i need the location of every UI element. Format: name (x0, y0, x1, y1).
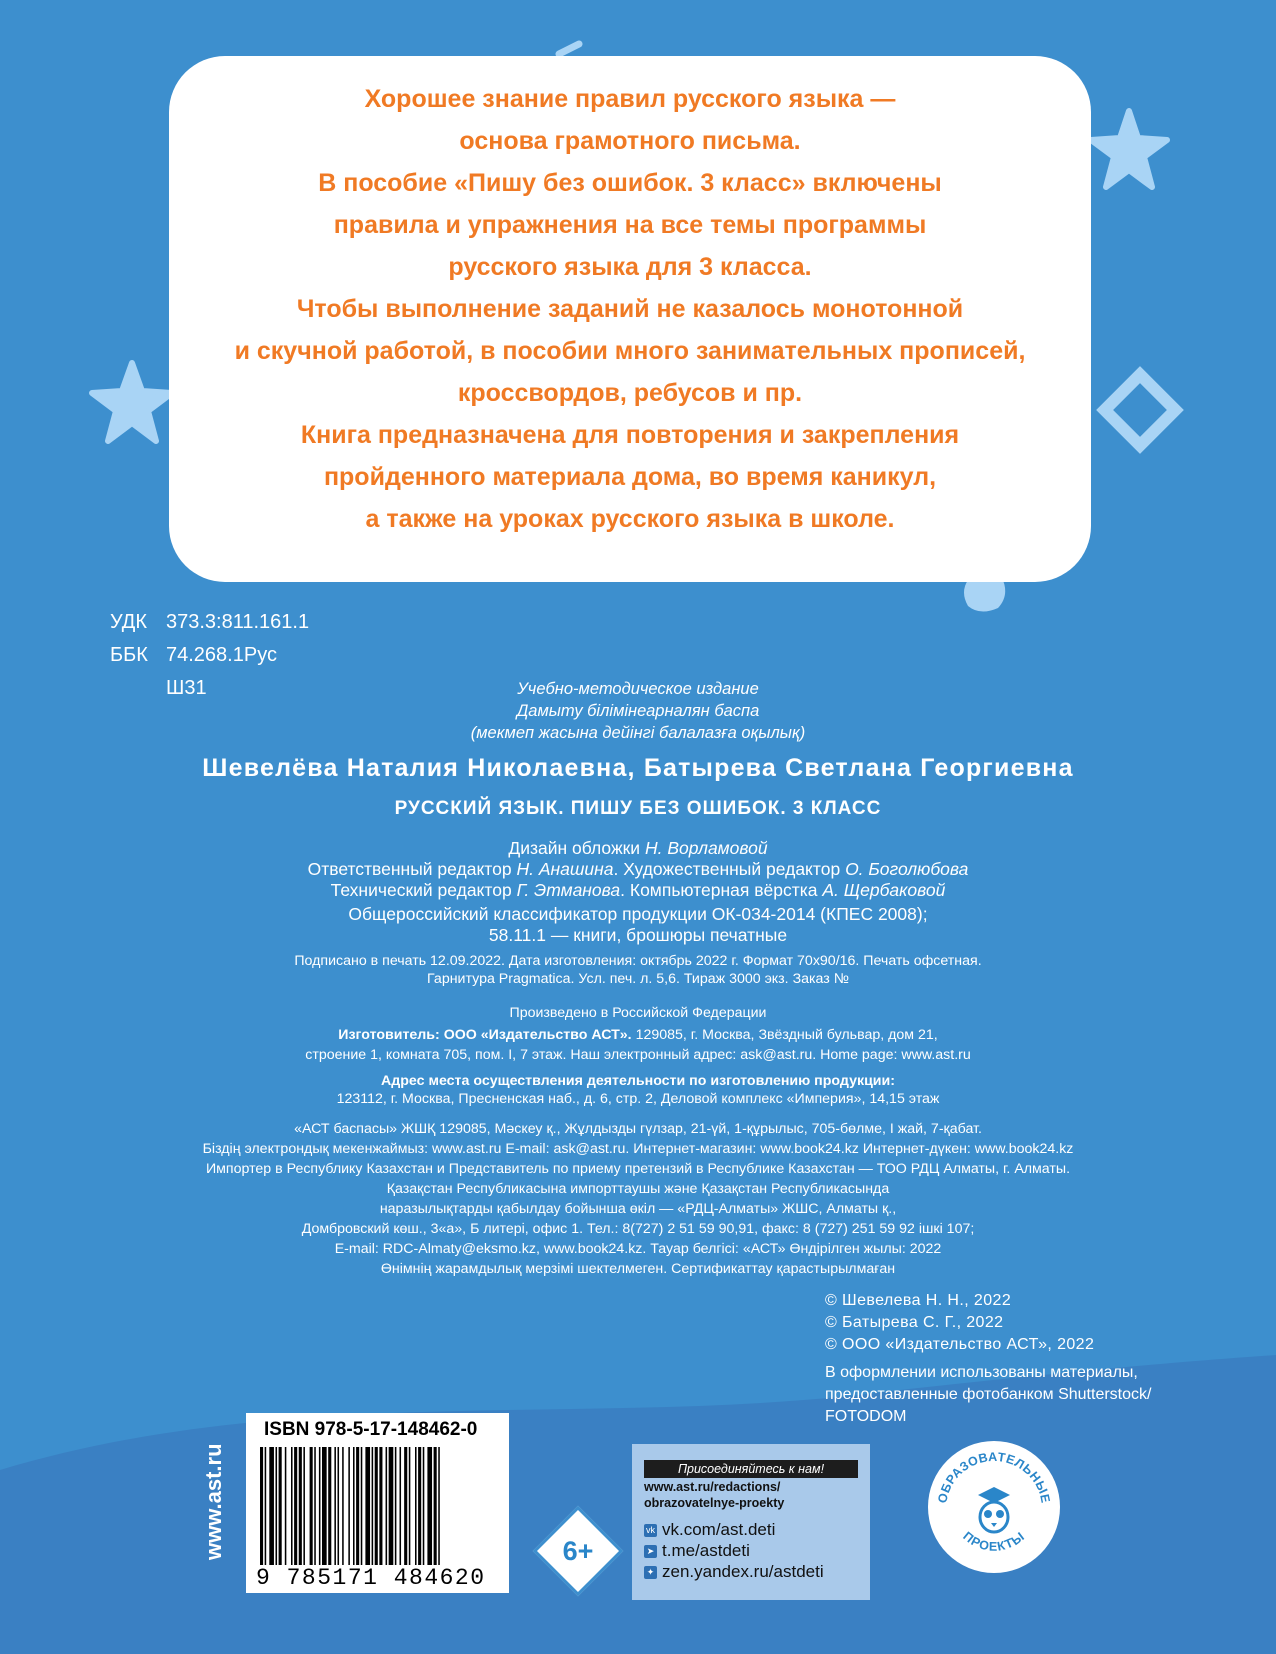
barcode-bar (395, 1447, 397, 1565)
description-line: пройденного материала дома, во время каникул, (323, 463, 937, 491)
telegram-link[interactable]: ➤ t.me/astdeti (644, 1541, 750, 1561)
barcode-bar (404, 1447, 407, 1565)
age-rating: 6+ (562, 1535, 594, 1566)
importer-kz-2: наразылықтарды қабылдау бойынша өкіл — «РДЦ-Алматы» ЖШС, Алматы қ., (379, 1201, 897, 1217)
description-line: Хорошее знание правил русского языка — (364, 85, 896, 113)
barcode-bar (279, 1447, 282, 1565)
zen-icon: ✦ (644, 1566, 657, 1579)
barcode-bar (427, 1447, 432, 1565)
materials-note: В оформлении использованы материалы, (825, 1364, 1138, 1381)
barcode-bar (438, 1447, 440, 1565)
barcode-bar (299, 1447, 302, 1565)
barcode-bar (342, 1447, 344, 1565)
vk-link[interactable]: vk vk.com/ast.deti (646, 1520, 776, 1539)
tech-editors-line: Технический редактор Г. Этманова. Компьютерная вёрстка А. Щербаковой (330, 880, 946, 900)
barcode-bar (400, 1447, 402, 1565)
bbk-row (110, 639, 277, 672)
bbk-value: 74.268.1Рус (166, 644, 277, 666)
barcode-bar (310, 1447, 313, 1565)
barcode-bar (415, 1447, 417, 1565)
isbn-label: ISBN 978-5-17-148462-0 (264, 1419, 478, 1440)
book-title: РУССКИЙ ЯЗЫК. ПИШУ БЕЗ ОШИБОК. 3 КЛАСС (394, 798, 882, 819)
description-line: а также на уроках русского языка в школе. (365, 505, 895, 533)
manufacturer: Изготовитель: ООО «Издательство АСТ». 129085, г. Москва, Звёздный бульвар, дом 21, (338, 1027, 938, 1043)
star-right-decoration (1085, 105, 1175, 195)
kz-contacts: Біздің электрондық мекенжаймыз: www.ast.ru E-mail: ask@ast.ru. Интернет-магазин: www.book24.kz Интернет-дүкен: www.book24.kz (202, 1141, 1074, 1157)
social-links (632, 1444, 870, 1600)
copyright-line: © Шевелева Н. Н., 2022 (825, 1292, 1012, 1309)
isbn-barcode (246, 1413, 509, 1593)
udk-label: УДК (110, 611, 148, 633)
barcode-bar (334, 1447, 336, 1565)
print-info: Подписано в печать 12.09.2022. Дата изготовления: октябрь 2022 г. Формат 70х90/16. Печать офсетная. (294, 953, 982, 969)
barcode-bar (379, 1447, 382, 1565)
description-line: Чтобы выполнение заданий не казалось монотонной (296, 295, 964, 323)
udk-value: 373.3:811.161.1 (166, 611, 310, 633)
importer-address: Домбровский көш., 3«а», Б литері, офис 1. Тел.: 8(727) 2 51 59 90,91, факс: 8 (727) 251 59 92 ішкі 107; (301, 1221, 975, 1237)
barcode-bar (338, 1447, 340, 1565)
kz-address: «АСТ баспасы» ЖШҚ 129085, Мәскеу қ., Жұлдызды гүлзар, 21-үй, 1-құрылыс, 705-бөлме, I жай, 7-қабат. (294, 1121, 982, 1137)
copyright-block (825, 1290, 1151, 1428)
bbk-label: ББК (110, 644, 148, 666)
barcode-bars (260, 1447, 496, 1565)
barcode-bar (294, 1447, 297, 1565)
emblem-bottom-text: ПРОЕКТЫ (960, 1528, 1028, 1554)
barcode-bar (291, 1447, 293, 1565)
diamond-decoration (1090, 360, 1190, 460)
description-line: кроссвордов, ребусов и пр. (457, 379, 803, 407)
copyright-line: © Батырева С. Г., 2022 (825, 1314, 1004, 1331)
vk-icon: vk (646, 1524, 655, 1535)
description-line: основа грамотного письма. (459, 127, 801, 155)
importer-email: E-mail: RDC-Almaty@eksmo.kz, www.book24.kz. Тауар белгісі: «АСТ» Өндірілген жылы: 2022 (334, 1241, 942, 1257)
materials-note: FOTODOM (825, 1408, 907, 1425)
barcode-bar (303, 1447, 305, 1565)
production-address: 123112, г. Москва, Пресненская наб., д. 6, стр. 2, Деловой комплекс «Империя», 14,15 этаж (336, 1091, 940, 1107)
okp-line-2: 58.11.1 — книги, брошюры печатные (488, 925, 788, 945)
redactions-link[interactable]: www.ast.ru/redactions/ obrazovatelnye-proekty (644, 1480, 785, 1510)
made-in: Произведено в Российской Федерации (509, 1005, 767, 1021)
barcode-bar (260, 1447, 263, 1565)
barcode-bar (353, 1447, 355, 1565)
barcode-bar (361, 1447, 363, 1565)
manufacturer-2: строение 1, комната 705, пом. I, 7 этаж. Наш электронный адрес: ask@ast.ru. Home page: www.ast.ru (305, 1047, 971, 1063)
author-code: Ш31 (166, 677, 207, 699)
production-address-label: Адрес места осуществления деятельности по изготовлению продукции: (381, 1073, 895, 1089)
social-header: Присоединяйтесь к нам! (644, 1460, 858, 1478)
okp-line: Общероссийский классификатор продукции ОК-034-2014 (КПЕС 2008); (348, 904, 928, 924)
udk-row (110, 606, 309, 639)
editors-line: Ответственный редактор Н. Анашина. Художественный редактор О. Боголюбова (307, 859, 969, 879)
edition-age-kz: (мекмеп жасына дейінгі балалазға оқылық) (470, 724, 806, 742)
barcode-bar (365, 1447, 370, 1565)
print-info-2: Гарнитура Pragmatica. Усл. печ. л. 5,6. Тираж 3000 экз. Заказ № (427, 971, 849, 987)
barcode-bar (356, 1447, 359, 1565)
barcode-bar (319, 1447, 321, 1565)
telegram-icon: ➤ (644, 1545, 657, 1558)
barcode-bar (389, 1447, 394, 1565)
barcode-bar (434, 1447, 437, 1565)
isbn-digits: 9 785171 484620 (256, 1565, 486, 1591)
barcode-bar (418, 1447, 421, 1565)
description-line: В пособие «Пишу без ошибок. 3 класс» включены (318, 169, 942, 197)
barcode-bar (269, 1447, 274, 1565)
description-line: правила и упражнения на все темы программы (333, 211, 927, 239)
materials-note: предоставленные фотобанком Shutterstock/ (825, 1386, 1152, 1403)
validity-note: Өнімнің жарамдылық мерзімі шектелмеген. Сертификаттау қарастырылмаған (380, 1261, 896, 1277)
barcode-bar (285, 1447, 287, 1565)
barcode-bar (348, 1447, 350, 1565)
star-left-decoration (88, 355, 178, 450)
description-text (169, 78, 1091, 540)
emblem-top-text: ОБРАЗОВАТЕЛЬНЫЕ (935, 1449, 1053, 1505)
barcode-bar (314, 1447, 316, 1565)
barcode-bar (276, 1447, 278, 1565)
barcode-bar (372, 1447, 374, 1565)
barcode-bar (265, 1447, 267, 1565)
zen-link[interactable]: ✦ zen.yandex.ru/astdeti (644, 1562, 824, 1582)
educational-projects-emblem (924, 1437, 1064, 1577)
cover-design: Дизайн обложки Н. Ворламовой (508, 838, 768, 858)
site-url[interactable]: www.ast.ru (201, 1443, 226, 1560)
edition-type: Учебно-методическое издание (517, 680, 759, 698)
barcode-bar (328, 1447, 331, 1565)
authors: Шевелёва Наталия Николаевна, Батырева Светлана Георгиевна (202, 754, 1074, 782)
barcode-bar (386, 1447, 388, 1565)
barcode-bar (322, 1447, 327, 1565)
description-line: Книга предназначена для повторения и закрепления (300, 421, 960, 449)
barcode-bar (409, 1447, 411, 1565)
description-line: и скучной работой, в пособии много занимательных прописей, (234, 337, 1026, 365)
importer: Импортер в Республику Казахстан и Представитель по приему претензий в Республике Казахстан — ТОО РДЦ Алматы, г. Алматы. (205, 1161, 1071, 1177)
importer-kz: Қазақстан Республикасына импорттаушы және Қазақстан Республикасында (386, 1181, 890, 1197)
barcode-bar (423, 1447, 425, 1565)
edition-type-kz: Дамыту білімінеарналян баспа (516, 702, 760, 720)
owl-icon (978, 1487, 1010, 1532)
description-line: русского языка для 3 класса. (448, 253, 812, 281)
copyright-line: © ООО «Издательство АСТ», 2022 (825, 1336, 1095, 1353)
barcode-bar (375, 1447, 378, 1565)
